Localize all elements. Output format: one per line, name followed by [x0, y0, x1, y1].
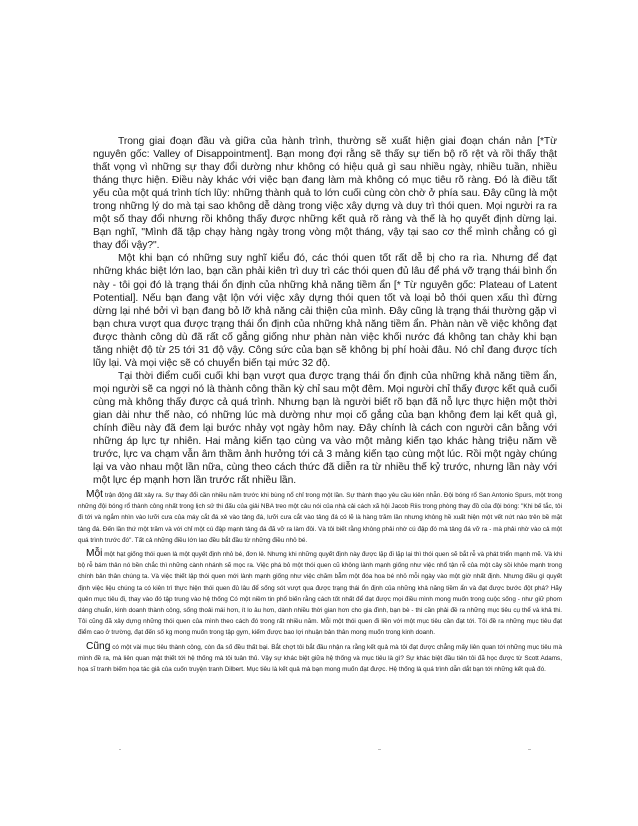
- scan-artifact: [378, 749, 381, 750]
- main-paragraph: Trong giai đoạn đầu và giữa của hành trình, thường sẽ xuất hiện giai đoạn chán nản [*Từ nguyên gốc: Valley of Disappointment]. Bạn mong đợi rằng sẽ thấy sự tiến bộ rõ rệt và rồi thấy thật thất vọng vì những sự thay đổi dường như không có hiệu quả gì sau nhiều ngày, nhiều tuần, nhiều tháng thực hiện. Điều này khác với việc bạn đang làm mà không có mục tiêu rõ ràng. Đó là điều tất yếu của một quá trình tích lũy: những thành quả to lớn cuối cùng còn chờ ở phía sau. Đây cũng là một trong những lý do mà tại sao không dễ dàng trong việc xây dựng và duy trì thói quen. Mọi người ra ra một số thay đổi nhưng rồi không thấy được những kết quả rõ ràng và thế là họ quyết định dừng lại. Bạn nghĩ, "Mình đã tập chạy hàng ngày trong vòng một tháng, vậy tại sao cơ thể mình chẳng có gì thay đổi vậy?".: [93, 136, 557, 252]
- small-paragraph: [78, 641, 562, 676]
- scan-artifact: [119, 749, 121, 750]
- paragraph-lead-word: Một: [86, 489, 103, 500]
- main-paragraph: Một khi bạn có những suy nghĩ kiểu đó, các thói quen tốt rất dễ bị cho ra rìa. Nhưng để đạt những khác biệt lớn lao, bạn cần phải kiên trì duy trì các thói quen đủ lâu để phá vỡ trạng thái bình ổn này - tôi gọi đó là trạng thái ổn định của những khả năng tiềm ẩn [* Từ nguyên gốc: Plateau of Latent Potential]. Nếu bạn đang vật lộn với việc xây dựng thói quen tốt và loại bỏ thói quen xấu thì đừng dừng lại nhé bởi vì bạn đang bỏ lỡ khả năng cải thiện của mình. Đây cũng là trạng thái thường gặp vì bạn chưa vượt qua được trạng thái ổn định của những khả năng tiềm ẩn. Phàn nàn về việc không đạt được thành công dù đã rất cố gắng giống như phàn nàn việc khối nước đá không tan chảy khi bạn tăng nhiệt độ từ 25 tới 31 độ vậy. Công sức của bạn sẽ không bị phí hoài đâu. Nó chỉ đang được tích lũy lại. Và mọi việc sẽ có chuyển biến tại mức 32 độ.: [93, 253, 557, 369]
- small-print-section: [78, 489, 562, 677]
- paragraph-lead-word: Mỗi: [86, 548, 103, 560]
- scan-artifact: [528, 749, 531, 750]
- paragraph-body: một hạt giống thói quen là một quyết định nhỏ bé, đơn lẻ. Nhưng khi những quyết định này được lặp đi lặp lại thì thói quen sẽ bắt rễ và phát triển mạnh mẽ. Và khi bộ rễ bám thân nó bền chắc thì những cành nhánh sẽ mọc ra. Việc phá bỏ một thói quen cũ không lành mạnh giống như việc nhổ tận rễ của một cây sồi khỏe mạnh trong chính bản thân chúng ta. Và việc thiết lập thói quen mới lành mạnh giống như việc chăm bẵm một đóa hoa bé nhỏ mỗi ngày vào một giờ nhất định. Nhưng điều gì quyết định việc liệu chúng ta có kiên trì thực hiện thói quen đủ lâu để sống sót vượt qua được trạng thái ổn định của những khả năng tiềm ẩn và đạt được bước đột phá? Hãy quên mục tiêu đi, thay vào đó tập trung vào hệ thống Có một niềm tin phổ biến rằng cách tốt nhất để đạt được mọi điều mình mong muốn trong cuộc sống - như giữ phom dáng chuẩn, kinh doanh thành công, sống thoải mái hơn, ít lo âu hơn, dành nhiều thời gian hơn cho gia đình, bạn bè - thì cần phải đề ra những mục tiêu cụ thể và khả thi. Tôi cũng đã xây dựng những thói quen của mình theo cách đó trong rất nhiều năm. Mỗi một thói quen đi liền với một mục tiêu cần đạt tới. Tôi đề ra những mục tiêu đạt điểm cao ở trường, đạt đến số kg mong muốn trong tập gym, kiếm được bao lợi nhuận bản thân mong muốn trong kinh doanh.: [78, 551, 562, 637]
- paragraph-body: trận động đất xảy ra. Sự thay đổi cần nhiều năm trước khi bùng nổ chỉ trong một lần. Sự thành thạo yêu cầu kiên nhẫn. Đội bóng rổ San Antonio Spurs, một trong những đội bóng rổ thành công nhất trong lịch sử thi đấu của giải NBA treo một câu nói của nhà cải cách xã hội Jacob Riis trong phòng thay đồ của đội bóng: "Khi bế tắc, tôi đi tới và ngắm nhìn vào lưỡi cưa của máy cắt đá xẻ vào tảng đá, lưỡi cưa cắt vào tảng đá có lẽ là hàng trăm lần nhưng không hề xuất hiện một vết nứt nào trên bề mặt tảng đá. Đến lần thứ một trăm và với chỉ một cú đập mạnh tảng đá đã vỡ ra làm đôi. Và tôi biết rằng không phải nhờ cú đập đó mà tảng đá vỡ ra - mà phải nhờ vào cả một quá trình trước đó". Tất cả những điều lớn lao đều bắt đầu từ những điều nhỏ bé.: [78, 492, 562, 544]
- paragraph-body: có một vài mục tiêu thành công, còn đa số đều thất bại. Bắt chợt tôi bắt đầu nhận ra rằng kết quả mà tôi đạt được chẳng mấy liên quan tới những mục tiêu mà mình đề ra, mà liên quan mật thiết tới hệ thống mà tôi tuân thủ. Vậy sự khác biệt giữa hệ thống và mục tiêu là gì? Sự khác biệt đầu tiên tôi đã học được từ Scott Adams, họa sĩ tranh biếm họa tác giả của cuốn truyện tranh Dilbert. Mục tiêu là kết quả mà bạn mong muốn đạt được. Hệ thống là quá trình dẫn dắt bạn tới những kết quả đó.: [78, 643, 562, 674]
- main-paragraph: Tại thời điểm cuối cuối khi bạn vượt qua được trạng thái ổn định của những khả năng tiềm ẩn, mọi người sẽ ca ngợi nó là thành công thần kỳ chỉ sau một đêm. Mọi người chỉ thấy được kết quả cuối cùng mà không thấy được cả quá trình. Nhưng bạn là người biết rõ bạn đã nỗ lực thực hiện một thời gian dài như thế nào, có những lúc mà dường như mọi cố gắng của bạn không đem lại kết quả gì, chính điều này đã đem lại bước nhảy vọt ngày hôm nay. Đây chính là cách con người cân bằng với những áp lực tự nhiên. Hai mảng kiến tạo cùng va vào một mảng kiến tạo khác hàng triệu năm về trước, lực va chạm vẫn âm thầm ảnh hưởng tới cả 3 mảng kiến tạo cùng một lúc. Rồi một ngày chúng lại va vào nhau một lần nữa, cùng theo cách thức đã diễn ra từ nhiều thế kỷ trước, nhưng lần này với một lực ép mạnh hơn lần trước rất nhiều lần.: [93, 370, 557, 487]
- small-paragraph: [78, 548, 562, 639]
- small-paragraph: [78, 489, 562, 546]
- main-text: [93, 135, 557, 487]
- paragraph-lead-word: Cũng: [86, 640, 111, 652]
